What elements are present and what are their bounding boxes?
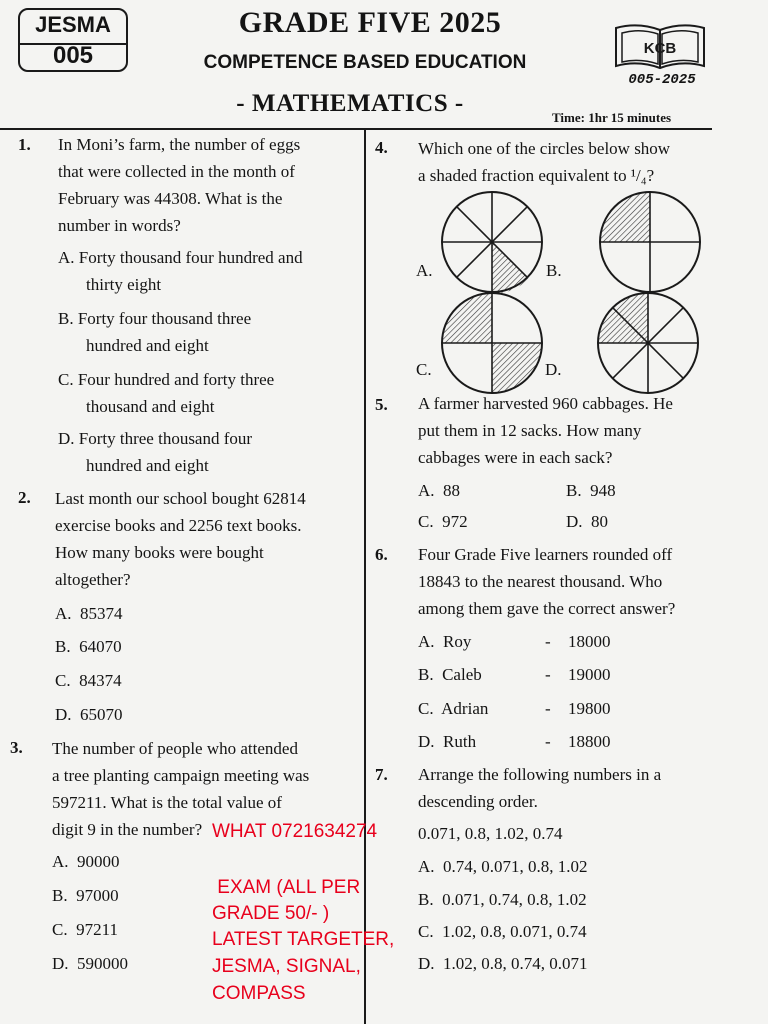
question-line: Arrange the following numbers in a (418, 765, 662, 784)
option-a[interactable] (58, 244, 303, 298)
option-text: 590000 (77, 954, 129, 973)
question-number: 3. (10, 738, 23, 757)
question-line: 18843 to the nearest thousand. Who (418, 572, 663, 591)
option-d[interactable] (52, 950, 128, 977)
option-text: 64070 (79, 637, 122, 656)
logo-code: 005-2025 (628, 72, 696, 88)
advert-phone-line: WHAT 0721634274 (212, 821, 378, 842)
option-dash: - (545, 732, 551, 751)
question-text (418, 761, 712, 815)
option-a[interactable] (55, 600, 123, 627)
question-text (418, 135, 712, 189)
option-c[interactable] (58, 366, 274, 420)
option-value: 19000 (568, 665, 611, 684)
option-d[interactable] (418, 728, 476, 755)
option-b[interactable]: B. (546, 261, 562, 280)
option-value: 18000 (568, 632, 611, 651)
question-line: The number of people who attended (52, 739, 298, 758)
option-b[interactable] (566, 477, 616, 504)
option-b[interactable] (418, 661, 482, 688)
option-letter: A. (52, 852, 69, 871)
option-letter: D. (418, 732, 435, 751)
question-line: Which one of the circles below show (418, 139, 671, 158)
question-line: digit 9 in the number? (52, 820, 203, 839)
option-a[interactable] (418, 853, 588, 880)
option-name: Caleb (442, 665, 482, 684)
option-text: 1.02, 0.8, 0.071, 0.74 (442, 922, 587, 941)
option-letter: C. (418, 512, 434, 531)
option-letter: A. (418, 481, 435, 500)
question-number: 1. (18, 135, 31, 154)
question-line: Last month our school bought 62814 (55, 489, 306, 508)
option-letter: D. (55, 705, 72, 724)
question-text (58, 131, 352, 239)
question-line: number in words? (58, 216, 181, 235)
option-dash: - (545, 699, 551, 718)
option-text: 88 (443, 481, 461, 500)
option-c[interactable] (418, 695, 488, 722)
book-logo-icon (612, 20, 708, 72)
question-line: cabbages were in each sack? (418, 448, 613, 467)
option-text: thirty eight (86, 275, 162, 294)
advert-line: GRADE 50/- ) (212, 903, 330, 924)
option-c[interactable] (418, 918, 587, 945)
option-letter: B. (418, 665, 434, 684)
option-a[interactable]: A. (416, 261, 433, 280)
question-line: that were collected in the month of (58, 162, 295, 181)
question-text (418, 541, 712, 622)
option-c[interactable]: C. (416, 360, 432, 379)
option-d[interactable] (566, 508, 608, 535)
question-line: a tree planting campaign meeting was (52, 766, 310, 785)
option-d[interactable] (55, 701, 123, 728)
question-number: 4. (375, 138, 388, 157)
option-letter: D. (58, 429, 75, 448)
number-sequence: 0.071, 0.8, 1.02, 0.74 (418, 824, 563, 843)
option-value: 18800 (568, 732, 611, 751)
question-number: 5. (375, 395, 388, 414)
option-text: 84374 (79, 671, 122, 690)
header-rule (0, 128, 712, 130)
question-line: altogether? (55, 570, 131, 589)
option-text: hundred and eight (86, 336, 209, 355)
option-text: 85374 (80, 604, 123, 623)
advert-line: LATEST TARGETER, (212, 929, 395, 950)
curriculum-title: COMPETENCE BASED EDUCATION (203, 52, 527, 73)
option-letter: A. (55, 604, 72, 623)
circle-b-icon (598, 190, 702, 294)
option-text: 97000 (76, 886, 119, 905)
option-b[interactable] (418, 886, 587, 913)
option-letter: A. (418, 632, 435, 651)
option-text: Four hundred and forty three (77, 370, 275, 389)
option-text: 65070 (80, 705, 123, 724)
question-text (55, 485, 352, 593)
option-a[interactable] (52, 848, 120, 875)
subject-title: - MATHEMATICS - (236, 90, 464, 117)
question-number: 2. (18, 488, 31, 507)
option-letter: D. (52, 954, 69, 973)
exam-code-number: 005 (52, 42, 94, 69)
question-number: 7. (375, 765, 388, 784)
option-d[interactable] (418, 950, 588, 977)
grade-title: GRADE FIVE 2025 (238, 6, 502, 39)
option-text: 97211 (76, 920, 118, 939)
time-allowed: Time: 1hr 15 minutes (552, 110, 672, 125)
question-line: exercise books and 2256 text books. (55, 516, 302, 535)
option-d[interactable] (58, 425, 252, 479)
question-line: among them gave the correct answer? (418, 599, 676, 618)
question-line: 597211. What is the total value of (52, 793, 282, 812)
option-letter: C. (58, 370, 74, 389)
shaded-sector (492, 242, 529, 294)
question-line: A farmer harvested 960 cabbages. He (418, 394, 673, 413)
option-letter: C. (418, 699, 434, 718)
question-line: descending order. (418, 792, 538, 811)
advert-line: COMPASS (212, 983, 306, 1004)
question-line: February was 44308. What is the (58, 189, 283, 208)
option-c[interactable] (418, 508, 468, 535)
question-number: 6. (375, 545, 388, 564)
question-line: put them in 12 sacks. How many (418, 421, 642, 440)
question-line: a shaded fraction equivalent to ¹/₄? (418, 166, 655, 185)
option-dash: - (545, 665, 551, 684)
option-text: Forty three thousand four (78, 429, 253, 448)
option-c[interactable] (55, 667, 122, 694)
option-letter: B. (566, 481, 582, 500)
option-letter: C. (52, 920, 68, 939)
option-c[interactable] (52, 916, 118, 943)
circle-a-icon (440, 190, 544, 294)
option-d[interactable]: D. (545, 360, 562, 379)
option-text: 0.74, 0.071, 0.8, 1.02 (443, 857, 588, 876)
advert-line: JESMA, SIGNAL, (212, 956, 361, 977)
option-value: 19800 (568, 699, 611, 718)
option-name: Ruth (443, 732, 477, 751)
option-b[interactable] (52, 882, 119, 909)
option-text: Forty thousand four hundred and (78, 248, 303, 267)
option-a[interactable] (418, 628, 471, 655)
option-b[interactable] (55, 633, 122, 660)
option-text: thousand and eight (86, 397, 215, 416)
option-letter: A. (58, 248, 75, 267)
option-letter: B. (55, 637, 71, 656)
exam-code-box (18, 8, 128, 72)
option-letter: D. (566, 512, 583, 531)
option-letter: D. (418, 954, 435, 973)
option-text: 972 (442, 512, 468, 531)
question-line: How many books were bought (55, 543, 264, 562)
option-text: hundred and eight (86, 456, 209, 475)
circle-c-icon (440, 291, 544, 395)
question-text (418, 390, 712, 471)
advert-line: EXAM (ALL PER (212, 877, 361, 898)
question-line: In Moni’s farm, the number of eggs (58, 135, 301, 154)
option-text: 90000 (77, 852, 120, 871)
option-letter: C. (418, 922, 434, 941)
logo-text: KCB (643, 40, 677, 57)
column-divider (364, 128, 366, 1024)
question-line: Four Grade Five learners rounded off (418, 545, 673, 564)
option-text: 80 (591, 512, 609, 531)
option-text: 0.071, 0.74, 0.8, 1.02 (442, 890, 587, 909)
option-letter: B. (52, 886, 68, 905)
circle-d-icon (596, 291, 700, 395)
exam-code-label: JESMA (35, 12, 111, 37)
option-text: Forty four thousand three (77, 309, 252, 328)
option-name: Roy (443, 632, 472, 651)
option-text: 1.02, 0.8, 0.74, 0.071 (443, 954, 588, 973)
option-text: 948 (590, 481, 616, 500)
option-letter: C. (55, 671, 71, 690)
option-letter: B. (418, 890, 434, 909)
option-name: Adrian (441, 699, 489, 718)
option-dash: - (545, 632, 551, 651)
option-letter: A. (418, 857, 435, 876)
option-b[interactable] (58, 305, 251, 359)
option-a[interactable] (418, 477, 460, 504)
option-letter: B. (58, 309, 74, 328)
